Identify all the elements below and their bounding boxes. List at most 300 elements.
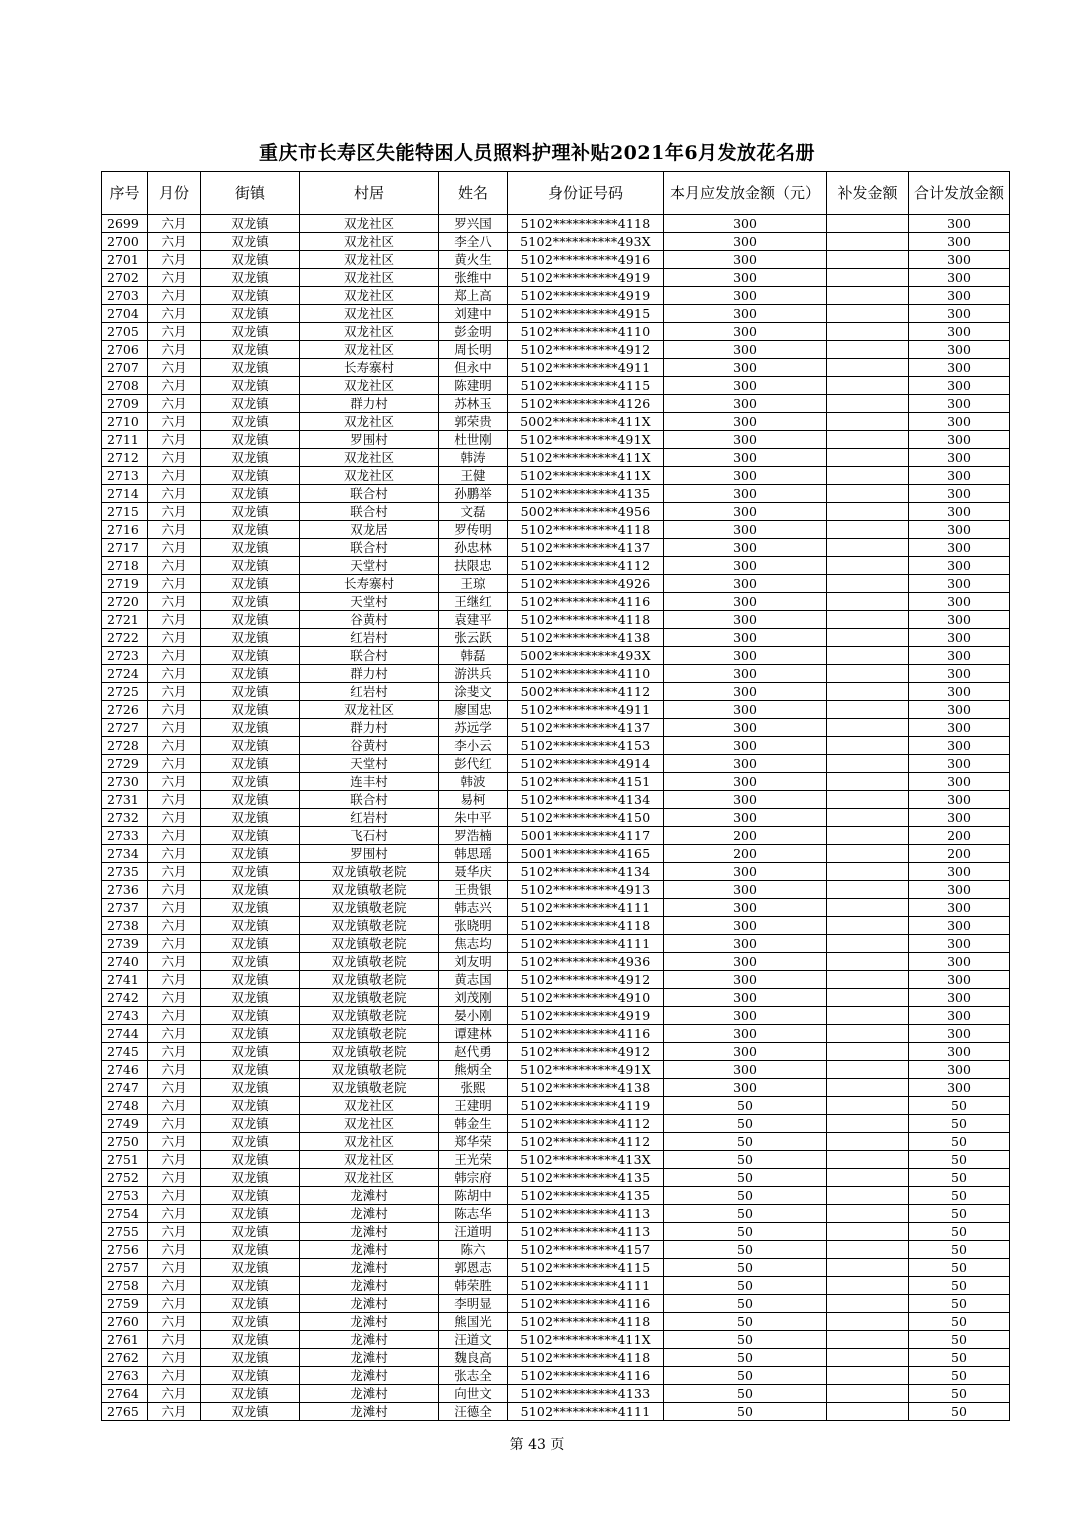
table-row	[102, 359, 1010, 377]
seq-cell: 2728	[102, 737, 148, 755]
town-cell: 双龙镇	[201, 971, 300, 989]
amount-due-cell: 50	[664, 1151, 827, 1169]
total-cell: 300	[909, 503, 1010, 521]
table-row	[102, 863, 1010, 881]
month-cell: 六月	[148, 1331, 201, 1349]
supplement-cell	[827, 827, 909, 845]
amount-due-cell: 300	[664, 287, 827, 305]
supplement-cell	[827, 953, 909, 971]
table-row	[102, 1331, 1010, 1349]
table-row	[102, 719, 1010, 737]
table-row	[102, 377, 1010, 395]
month-cell: 六月	[148, 1115, 201, 1133]
id-number-cell: 5102**********413X	[508, 1151, 664, 1169]
id-number-cell: 5102**********4913	[508, 881, 664, 899]
amount-due-cell: 300	[664, 305, 827, 323]
month-cell: 六月	[148, 1295, 201, 1313]
table-row	[102, 449, 1010, 467]
village-cell: 联合村	[300, 503, 439, 521]
header-name: 姓名	[439, 172, 508, 215]
id-number-cell: 5102**********4911	[508, 701, 664, 719]
seq-cell: 2738	[102, 917, 148, 935]
seq-cell: 2761	[102, 1331, 148, 1349]
name-cell: 谭建林	[439, 1025, 508, 1043]
village-cell: 联合村	[300, 539, 439, 557]
id-number-cell: 5102**********411X	[508, 449, 664, 467]
table-row	[102, 881, 1010, 899]
supplement-cell	[827, 881, 909, 899]
month-cell: 六月	[148, 683, 201, 701]
seq-cell: 2702	[102, 269, 148, 287]
town-cell: 双龙镇	[201, 881, 300, 899]
month-cell: 六月	[148, 629, 201, 647]
seq-cell: 2751	[102, 1151, 148, 1169]
total-cell: 300	[909, 791, 1010, 809]
village-cell: 双龙镇敬老院	[300, 953, 439, 971]
village-cell: 双龙社区	[300, 1097, 439, 1115]
table-row	[102, 1043, 1010, 1061]
total-cell: 300	[909, 881, 1010, 899]
month-cell: 六月	[148, 431, 201, 449]
month-cell: 六月	[148, 611, 201, 629]
supplement-cell	[827, 449, 909, 467]
table-row	[102, 269, 1010, 287]
town-cell: 双龙镇	[201, 1061, 300, 1079]
supplement-cell	[827, 1241, 909, 1259]
town-cell: 双龙镇	[201, 1169, 300, 1187]
town-cell: 双龙镇	[201, 1385, 300, 1403]
village-cell: 龙滩村	[300, 1385, 439, 1403]
name-cell: 韩宗府	[439, 1169, 508, 1187]
id-number-cell: 5102**********4138	[508, 629, 664, 647]
seq-cell: 2734	[102, 845, 148, 863]
total-cell: 300	[909, 611, 1010, 629]
village-cell: 双龙镇敬老院	[300, 971, 439, 989]
seq-cell: 2700	[102, 233, 148, 251]
name-cell: 王健	[439, 467, 508, 485]
amount-due-cell: 300	[664, 971, 827, 989]
village-cell: 长寿寨村	[300, 575, 439, 593]
village-cell: 双龙社区	[300, 251, 439, 269]
table-row	[102, 539, 1010, 557]
town-cell: 双龙镇	[201, 647, 300, 665]
town-cell: 双龙镇	[201, 665, 300, 683]
name-cell: 涂斐文	[439, 683, 508, 701]
village-cell: 龙滩村	[300, 1349, 439, 1367]
name-cell: 孙鹏举	[439, 485, 508, 503]
amount-due-cell: 300	[664, 1043, 827, 1061]
town-cell: 双龙镇	[201, 1277, 300, 1295]
header-total: 合计发放金额	[909, 172, 1010, 215]
table-row	[102, 323, 1010, 341]
village-cell: 双龙镇敬老院	[300, 1025, 439, 1043]
total-cell: 300	[909, 215, 1010, 233]
id-number-cell: 5002**********4956	[508, 503, 664, 521]
month-cell: 六月	[148, 1385, 201, 1403]
seq-cell: 2758	[102, 1277, 148, 1295]
seq-cell: 2703	[102, 287, 148, 305]
total-cell: 300	[909, 1025, 1010, 1043]
village-cell: 龙滩村	[300, 1295, 439, 1313]
town-cell: 双龙镇	[201, 1007, 300, 1025]
id-number-cell: 5102**********4126	[508, 395, 664, 413]
town-cell: 双龙镇	[201, 1151, 300, 1169]
id-number-cell: 5102**********4911	[508, 359, 664, 377]
id-number-cell: 5102**********4118	[508, 1313, 664, 1331]
month-cell: 六月	[148, 1205, 201, 1223]
town-cell: 双龙镇	[201, 449, 300, 467]
roster-table	[101, 171, 1010, 1421]
id-number-cell: 5102**********4153	[508, 737, 664, 755]
supplement-cell	[827, 1385, 909, 1403]
seq-cell: 2736	[102, 881, 148, 899]
table-row	[102, 413, 1010, 431]
amount-due-cell: 50	[664, 1241, 827, 1259]
seq-cell: 2762	[102, 1349, 148, 1367]
id-number-cell: 5102**********411X	[508, 1331, 664, 1349]
month-cell: 六月	[148, 935, 201, 953]
table-row	[102, 1349, 1010, 1367]
month-cell: 六月	[148, 359, 201, 377]
seq-cell: 2726	[102, 701, 148, 719]
id-number-cell: 5102**********4116	[508, 1367, 664, 1385]
seq-cell: 2746	[102, 1061, 148, 1079]
village-cell: 双龙社区	[300, 233, 439, 251]
month-cell: 六月	[148, 1187, 201, 1205]
month-cell: 六月	[148, 719, 201, 737]
id-number-cell: 5102**********4912	[508, 341, 664, 359]
town-cell: 双龙镇	[201, 827, 300, 845]
month-cell: 六月	[148, 971, 201, 989]
amount-due-cell: 50	[664, 1223, 827, 1241]
table-row	[102, 1241, 1010, 1259]
name-cell: 汪道明	[439, 1223, 508, 1241]
amount-due-cell: 300	[664, 917, 827, 935]
table-row	[102, 215, 1010, 233]
supplement-cell	[827, 1115, 909, 1133]
id-number-cell: 5102**********4133	[508, 1385, 664, 1403]
total-cell: 300	[909, 935, 1010, 953]
amount-due-cell: 300	[664, 395, 827, 413]
name-cell: 张熙	[439, 1079, 508, 1097]
table-row	[102, 683, 1010, 701]
amount-due-cell: 300	[664, 1061, 827, 1079]
table-row	[102, 593, 1010, 611]
header-seq: 序号	[102, 172, 148, 215]
village-cell: 罗围村	[300, 431, 439, 449]
supplement-cell	[827, 755, 909, 773]
supplement-cell	[827, 1079, 909, 1097]
town-cell: 双龙镇	[201, 917, 300, 935]
total-cell: 300	[909, 953, 1010, 971]
page-number: 第 43 页	[509, 1437, 565, 1453]
table-row	[102, 557, 1010, 575]
town-cell: 双龙镇	[201, 1403, 300, 1421]
seq-cell: 2711	[102, 431, 148, 449]
village-cell: 龙滩村	[300, 1367, 439, 1385]
month-cell: 六月	[148, 1223, 201, 1241]
town-cell: 双龙镇	[201, 251, 300, 269]
total-cell: 300	[909, 377, 1010, 395]
amount-due-cell: 50	[664, 1367, 827, 1385]
month-cell: 六月	[148, 1133, 201, 1151]
seq-cell: 2710	[102, 413, 148, 431]
total-cell: 300	[909, 809, 1010, 827]
supplement-cell	[827, 791, 909, 809]
name-cell: 韩志兴	[439, 899, 508, 917]
town-cell: 双龙镇	[201, 1367, 300, 1385]
name-cell: 郭荣贵	[439, 413, 508, 431]
seq-cell: 2760	[102, 1313, 148, 1331]
total-cell: 300	[909, 557, 1010, 575]
month-cell: 六月	[148, 1259, 201, 1277]
supplement-cell	[827, 467, 909, 485]
village-cell: 群力村	[300, 395, 439, 413]
total-cell: 50	[909, 1223, 1010, 1241]
name-cell: 汪德全	[439, 1403, 508, 1421]
name-cell: 袁建平	[439, 611, 508, 629]
month-cell: 六月	[148, 737, 201, 755]
name-cell: 王贵银	[439, 881, 508, 899]
table-row	[102, 773, 1010, 791]
village-cell: 双龙社区	[300, 449, 439, 467]
table-row	[102, 1097, 1010, 1115]
total-cell: 50	[909, 1349, 1010, 1367]
amount-due-cell: 200	[664, 827, 827, 845]
name-cell: 罗传明	[439, 521, 508, 539]
total-cell: 50	[909, 1313, 1010, 1331]
table-row	[102, 1223, 1010, 1241]
supplement-cell	[827, 431, 909, 449]
supplement-cell	[827, 1331, 909, 1349]
village-cell: 双龙镇敬老院	[300, 1061, 439, 1079]
total-cell: 300	[909, 899, 1010, 917]
name-cell: 李明显	[439, 1295, 508, 1313]
seq-cell: 2763	[102, 1367, 148, 1385]
town-cell: 双龙镇	[201, 287, 300, 305]
amount-due-cell: 300	[664, 593, 827, 611]
id-number-cell: 5102**********4138	[508, 1079, 664, 1097]
supplement-cell	[827, 629, 909, 647]
seq-cell: 2718	[102, 557, 148, 575]
table-row	[102, 701, 1010, 719]
village-cell: 双龙社区	[300, 341, 439, 359]
total-cell: 300	[909, 971, 1010, 989]
supplement-cell	[827, 395, 909, 413]
id-number-cell: 5102**********411X	[508, 467, 664, 485]
seq-cell: 2717	[102, 539, 148, 557]
name-cell: 苏林玉	[439, 395, 508, 413]
amount-due-cell: 300	[664, 683, 827, 701]
month-cell: 六月	[148, 485, 201, 503]
month-cell: 六月	[148, 899, 201, 917]
village-cell: 双龙社区	[300, 701, 439, 719]
amount-due-cell: 300	[664, 413, 827, 431]
town-cell: 双龙镇	[201, 1115, 300, 1133]
seq-cell: 2723	[102, 647, 148, 665]
month-cell: 六月	[148, 467, 201, 485]
id-number-cell: 5102**********4118	[508, 521, 664, 539]
id-number-cell: 5102**********4915	[508, 305, 664, 323]
total-cell: 50	[909, 1151, 1010, 1169]
village-cell: 双龙镇敬老院	[300, 1043, 439, 1061]
table-row	[102, 1133, 1010, 1151]
table-row	[102, 305, 1010, 323]
total-cell: 300	[909, 233, 1010, 251]
name-cell: 刘建中	[439, 305, 508, 323]
name-cell: 韩金生	[439, 1115, 508, 1133]
total-cell: 300	[909, 863, 1010, 881]
table-row	[102, 899, 1010, 917]
month-cell: 六月	[148, 1367, 201, 1385]
amount-due-cell: 300	[664, 575, 827, 593]
id-number-cell: 5102**********4919	[508, 287, 664, 305]
amount-due-cell: 50	[664, 1205, 827, 1223]
table-row	[102, 665, 1010, 683]
month-cell: 六月	[148, 1313, 201, 1331]
supplement-cell	[827, 485, 909, 503]
table-row	[102, 791, 1010, 809]
amount-due-cell: 300	[664, 953, 827, 971]
name-cell: 李全八	[439, 233, 508, 251]
amount-due-cell: 300	[664, 215, 827, 233]
month-cell: 六月	[148, 287, 201, 305]
month-cell: 六月	[148, 1151, 201, 1169]
amount-due-cell: 300	[664, 809, 827, 827]
supplement-cell	[827, 359, 909, 377]
amount-due-cell: 200	[664, 845, 827, 863]
table-row	[102, 845, 1010, 863]
amount-due-cell: 300	[664, 557, 827, 575]
name-cell: 陈志华	[439, 1205, 508, 1223]
month-cell: 六月	[148, 215, 201, 233]
amount-due-cell: 300	[664, 701, 827, 719]
id-number-cell: 5102**********4112	[508, 1133, 664, 1151]
town-cell: 双龙镇	[201, 521, 300, 539]
seq-cell: 2713	[102, 467, 148, 485]
name-cell: 韩波	[439, 773, 508, 791]
town-cell: 双龙镇	[201, 215, 300, 233]
name-cell: 张晓明	[439, 917, 508, 935]
total-cell: 300	[909, 737, 1010, 755]
amount-due-cell: 300	[664, 737, 827, 755]
document-title: 重庆市长寿区失能特困人员照料护理补贴2021年6月发放花名册	[258, 142, 816, 164]
name-cell: 朱中平	[439, 809, 508, 827]
village-cell: 双龙社区	[300, 305, 439, 323]
amount-due-cell: 300	[664, 665, 827, 683]
amount-due-cell: 50	[664, 1259, 827, 1277]
month-cell: 六月	[148, 1403, 201, 1421]
supplement-cell	[827, 305, 909, 323]
month-cell: 六月	[148, 989, 201, 1007]
supplement-cell	[827, 1025, 909, 1043]
name-cell: 郑华荣	[439, 1133, 508, 1151]
supplement-cell	[827, 287, 909, 305]
table-row	[102, 1259, 1010, 1277]
month-cell: 六月	[148, 395, 201, 413]
month-cell: 六月	[148, 557, 201, 575]
total-cell: 50	[909, 1403, 1010, 1421]
month-cell: 六月	[148, 269, 201, 287]
month-cell: 六月	[148, 341, 201, 359]
village-cell: 龙滩村	[300, 1277, 439, 1295]
town-cell: 双龙镇	[201, 989, 300, 1007]
total-cell: 300	[909, 413, 1010, 431]
name-cell: 彭代红	[439, 755, 508, 773]
month-cell: 六月	[148, 377, 201, 395]
table-row	[102, 611, 1010, 629]
name-cell: 聂华庆	[439, 863, 508, 881]
total-cell: 50	[909, 1385, 1010, 1403]
table-row	[102, 971, 1010, 989]
id-number-cell: 5102**********491X	[508, 431, 664, 449]
seq-cell: 2715	[102, 503, 148, 521]
table-row	[102, 935, 1010, 953]
town-cell: 双龙镇	[201, 953, 300, 971]
id-number-cell: 5102**********4912	[508, 1043, 664, 1061]
amount-due-cell: 300	[664, 863, 827, 881]
town-cell: 双龙镇	[201, 485, 300, 503]
table-row	[102, 467, 1010, 485]
amount-due-cell: 50	[664, 1169, 827, 1187]
table-row	[102, 989, 1010, 1007]
seq-cell: 2737	[102, 899, 148, 917]
town-cell: 双龙镇	[201, 1241, 300, 1259]
name-cell: 韩磊	[439, 647, 508, 665]
id-number-cell: 5102**********4112	[508, 557, 664, 575]
seq-cell: 2730	[102, 773, 148, 791]
amount-due-cell: 50	[664, 1097, 827, 1115]
amount-due-cell: 300	[664, 251, 827, 269]
table-row	[102, 1079, 1010, 1097]
name-cell: 韩思瑶	[439, 845, 508, 863]
town-cell: 双龙镇	[201, 809, 300, 827]
amount-due-cell: 300	[664, 719, 827, 737]
village-cell: 双龙镇敬老院	[300, 899, 439, 917]
town-cell: 双龙镇	[201, 701, 300, 719]
seq-cell: 2709	[102, 395, 148, 413]
seq-cell: 2720	[102, 593, 148, 611]
total-cell: 50	[909, 1115, 1010, 1133]
table-row	[102, 755, 1010, 773]
supplement-cell	[827, 1349, 909, 1367]
village-cell: 双龙社区	[300, 269, 439, 287]
village-cell: 双龙镇敬老院	[300, 989, 439, 1007]
village-cell: 双龙社区	[300, 1151, 439, 1169]
id-number-cell: 5102**********4137	[508, 539, 664, 557]
name-cell: 张云跃	[439, 629, 508, 647]
month-cell: 六月	[148, 413, 201, 431]
village-cell: 龙滩村	[300, 1403, 439, 1421]
seq-cell: 2749	[102, 1115, 148, 1133]
village-cell: 飞石村	[300, 827, 439, 845]
seq-cell: 2742	[102, 989, 148, 1007]
id-number-cell: 5102**********4116	[508, 1295, 664, 1313]
village-cell: 天堂村	[300, 593, 439, 611]
id-number-cell: 5102**********4116	[508, 1025, 664, 1043]
month-cell: 六月	[148, 755, 201, 773]
header-village: 村居	[300, 172, 439, 215]
seq-cell: 2740	[102, 953, 148, 971]
village-cell: 长寿寨村	[300, 359, 439, 377]
id-number-cell: 5102**********4118	[508, 611, 664, 629]
total-cell: 300	[909, 395, 1010, 413]
amount-due-cell: 300	[664, 431, 827, 449]
table-row	[102, 1277, 1010, 1295]
town-cell: 双龙镇	[201, 629, 300, 647]
town-cell: 双龙镇	[201, 773, 300, 791]
total-cell: 300	[909, 1007, 1010, 1025]
